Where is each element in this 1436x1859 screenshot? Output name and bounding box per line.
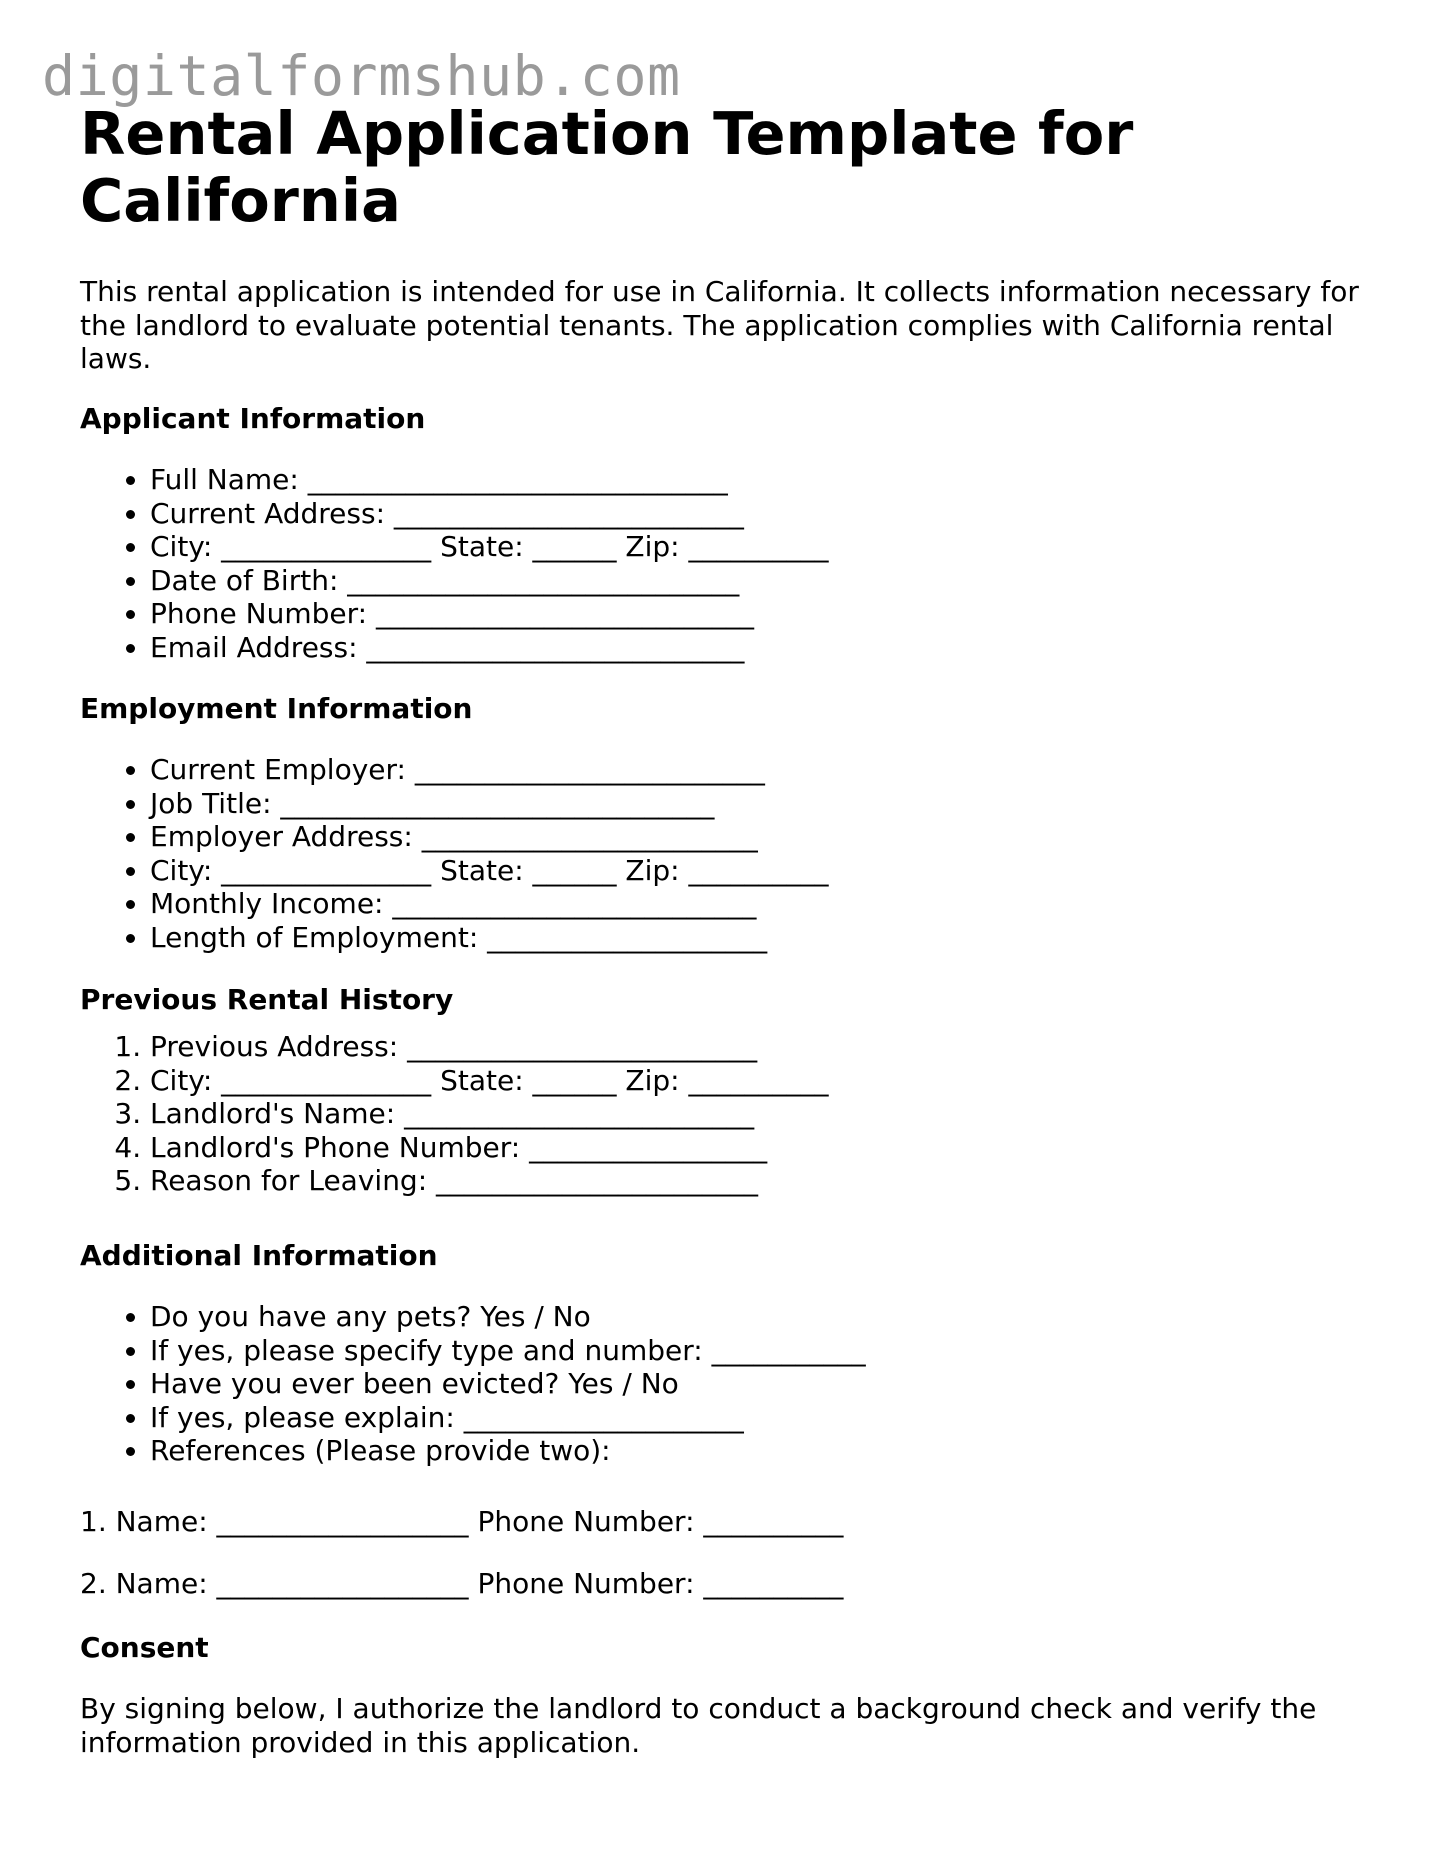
job-title-field[interactable]: • Job Title: _______________________________ — [150, 787, 1370, 821]
current-employer-field[interactable]: • Current Employer: _________________________ — [150, 753, 1370, 787]
current-address-field[interactable]: • Current Address: _________________________ — [150, 497, 1370, 531]
intro-paragraph: This rental application is intended for use in California. It collects information necessary for the landlord to evaluate potential tenants. The application complies with California rental laws. — [80, 275, 1359, 375]
consent-heading: Consent — [80, 1631, 209, 1664]
previous-city-state-zip-field[interactable]: 2. City: _______________ State: ______ Zip: __________ — [150, 1064, 1370, 1098]
rental-history-heading: Previous Rental History — [80, 983, 454, 1016]
consent-section — [80, 1631, 1370, 1759]
eviction-explain-field[interactable]: • If yes, please explain: ____________________ — [150, 1401, 1370, 1435]
reason-for-leaving-field[interactable]: 5. Reason for Leaving: _______________________ — [150, 1164, 1370, 1198]
employment-heading: Employment Information — [80, 692, 473, 725]
applicant-list — [80, 463, 1370, 664]
employer-address-field[interactable]: • Employer Address: ________________________ — [150, 820, 1370, 854]
reference-2-field[interactable]: 2. Name: __________________ Phone Number: __________ — [80, 1567, 844, 1600]
additional-heading: Additional Information — [80, 1239, 438, 1272]
phone-number-field[interactable]: • Phone Number: ___________________________ — [150, 597, 1370, 631]
evicted-question[interactable]: • Have you ever been evicted? Yes / No — [150, 1367, 1370, 1401]
date-of-birth-field[interactable]: • Date of Birth: ____________________________ — [150, 564, 1370, 598]
landlord-phone-field[interactable]: 4. Landlord's Phone Number: _________________ — [150, 1131, 1370, 1165]
rental-history-section — [80, 983, 1370, 1198]
applicant-heading: Applicant Information — [80, 402, 426, 435]
additional-section — [80, 1239, 1370, 1468]
rental-history-list — [80, 1030, 1370, 1198]
monthly-income-field[interactable]: • Monthly Income: __________________________ — [150, 887, 1370, 921]
email-address-field[interactable]: • Email Address: ___________________________ — [150, 631, 1370, 665]
consent-text: By signing below, I authorize the landlord to conduct a background check and verify the information provided in this application. — [80, 1692, 1317, 1759]
pets-question[interactable]: • Do you have any pets? Yes / No — [150, 1300, 1370, 1334]
watermark: digitalformshub.com — [42, 44, 681, 108]
previous-address-field[interactable]: 1. Previous Address: _________________________ — [150, 1030, 1370, 1064]
pets-specify-field[interactable]: • If yes, please specify type and number: ___________ — [150, 1334, 1370, 1368]
length-of-employment-field[interactable]: • Length of Employment: ____________________ — [150, 921, 1370, 955]
page-title: Rental Application Template for California — [80, 99, 1134, 235]
employer-city-state-zip-field[interactable]: • City: _______________ State: ______ Zip: __________ — [150, 854, 1370, 888]
city-state-zip-field[interactable]: • City: _______________ State: ______ Zip: __________ — [150, 530, 1370, 564]
additional-list — [80, 1300, 1370, 1468]
full-name-field[interactable]: • Full Name: ______________________________ — [150, 463, 1370, 497]
employment-list — [80, 753, 1370, 954]
reference-1-field[interactable]: 1. Name: __________________ Phone Number: __________ — [80, 1505, 844, 1538]
applicant-section — [80, 402, 1370, 664]
landlord-name-field[interactable]: 3. Landlord's Name: _________________________ — [150, 1097, 1370, 1131]
employment-section — [80, 692, 1370, 954]
references-label: • References (Please provide two): — [150, 1434, 1370, 1468]
